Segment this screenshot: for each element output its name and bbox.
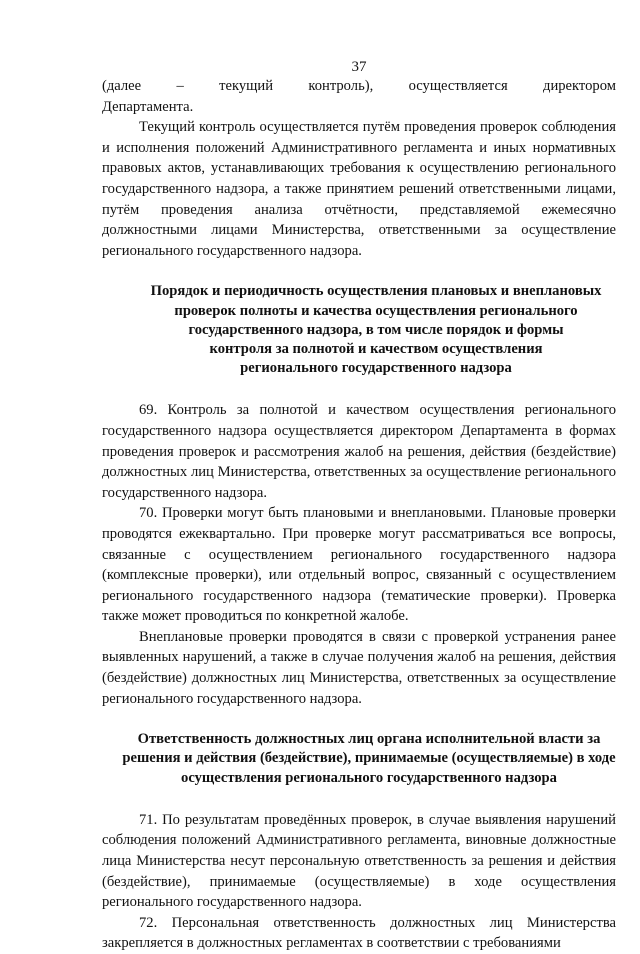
heading-line: государственного надзора, в том числе порядок и формы: [188, 321, 564, 338]
heading-line: осуществления регионального государственного надзора: [181, 769, 557, 786]
intro-word: директором: [543, 78, 616, 94]
heading-line: контроля за полнотой и качеством осуществления: [209, 340, 543, 357]
intro-word: контроль),: [308, 78, 374, 94]
intro-word: текущий: [219, 78, 274, 94]
heading-line: регионального государственного надзора: [240, 360, 512, 377]
intro-word: осуществляется: [408, 78, 508, 94]
paragraph-70: 70. Проверки могут быть плановыми и внеплановыми. Плановые проверки проводятся ежеквартально. При проверке могут рассматриваться все вопросы, связанные с осуществлением регионального государственного надзора (комплексные проверки), или отдельный вопрос, связанный с осуществлением регионального государственного надзора (тематические проверки). Проверка также может проводиться по конкретной жалобе.: [102, 505, 616, 625]
intro-word: (далее: [102, 78, 142, 94]
paragraph-current-control: Текущий контроль осуществляется путём проведения проверок соблюдения и исполнения положений Административного регламента и иных нормативных правовых актов, устанавливающих требования к осуществлению регионального государственного надзора, а также принятием решений ответственными лицами, путём проведения анализа отчётности, представляемой ежемесячно должностными лицами Министерства, ответственными за осуществление регионального государственного надзора.: [102, 119, 616, 259]
document-body: [102, 76, 616, 954]
paragraph-71: 71. По результатам проведённых проверок, в случае выявления нарушений соблюдения положений Административного регламента, виновные должностные лица Министерства несут персональную ответственность за решения и действия (бездействие), принимаемые (осуществляемые) в ходе осуществления регионального государственного надзора.: [102, 811, 616, 911]
heading-line: Ответственность должностных лиц органа исполнительной власти за: [137, 731, 601, 748]
section-heading-responsibility: [102, 730, 616, 788]
intro-line-2: Департамента.: [102, 98, 194, 115]
section-heading-inspections: [102, 282, 616, 378]
heading-line: проверок полноты и качества осуществления регионального: [174, 302, 578, 319]
paragraph-72: 72. Персональная ответственность должностных лиц Министерства закрепляется в должностных регламентах в соответствии с требованиями: [102, 914, 616, 952]
intro-line-1: [102, 76, 616, 97]
heading-line: решения и действия (бездействие), принимаемые (осуществляемые) в ходе: [122, 750, 616, 767]
page-number: 37: [351, 59, 367, 75]
heading-line: Порядок и периодичность осуществления плановых и внеплановых: [150, 283, 602, 300]
paragraph-69: 69. Контроль за полнотой и качеством осуществления регионального государственного надзора осуществляется директором Департамента в формах проведения проверок и рассмотрения жалоб на решения, действия (бездействие) должностных лиц Министерства, ответственных за осуществление регионального государственного надзора.: [102, 402, 616, 501]
intro-word: –: [176, 78, 184, 94]
paragraph-unplanned: Внеплановые проверки проводятся в связи с проверкой устранения ранее выявленных нарушений, а также в случае получения жалоб на решения, действия (бездействие) должностных лиц Министерства, ответственных за осуществление регионального государственного надзора.: [102, 628, 616, 707]
